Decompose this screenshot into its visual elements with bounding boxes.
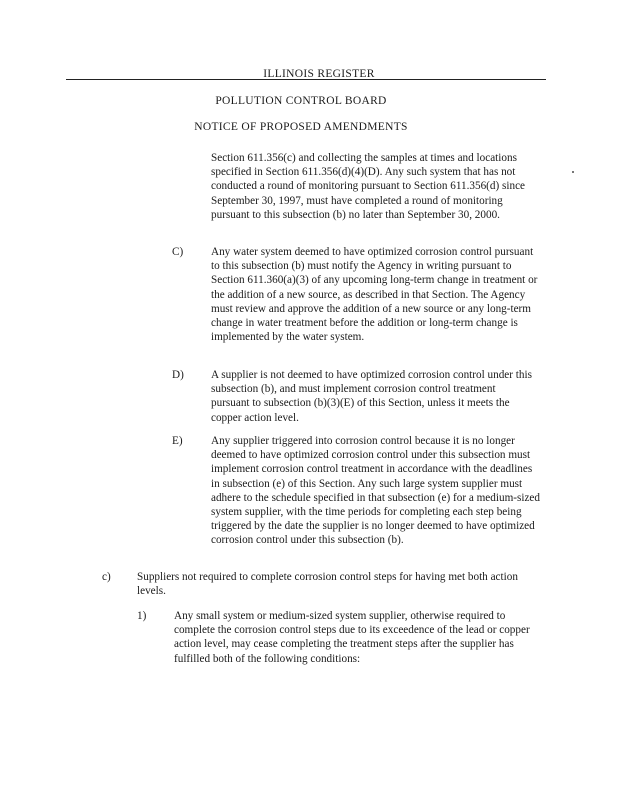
board-title: POLLUTION CONTROL BOARD [215, 95, 387, 107]
notice-title: NOTICE OF PROPOSED AMENDMENTS [194, 121, 408, 133]
item-d-text: A supplier is not deemed to have optimized corrosion control under this subsection (b), and must implement corrosion control treatment pursuant to subsection (b)(3)(E) of this Section, unless it meets the copper action level. [211, 369, 532, 424]
item-c-upper-text: Any water system deemed to have optimized corrosion control pursuant to this subsection (b) must notify the Agency in writing pursuant to Section 611.360(a)(3) of any upcoming long-term change in treatment or the addition of a new source, as described in that Section. The Agency must review and approve the addition of a new source or any long-term change in water treatment before the addition or long-term change is implemented by the water system. [211, 246, 538, 344]
scan-speck [572, 171, 574, 173]
item-1-label: 1) [137, 610, 147, 622]
item-e-label: E) [172, 435, 183, 447]
continuation-paragraph: Section 611.356(c) and collecting the samples at times and locations specified in Section 611.356(d)(4)(D). Any such system that has not conducted a round of monitoring pursuant to Section 611.356(d) since September 30, 1997, must have completed a round of monitoring pursuant to this subsection (b) no later than September 30, 2000. [211, 152, 526, 221]
item-1-text: Any small system or medium-sized system supplier, otherwise required to complete the corrosion control steps due to its exceedence of the lead or copper action level, may cease completing the treatment steps after the supplier has fulfilled both of the following conditions: [174, 610, 530, 665]
register-title: ILLINOIS REGISTER [263, 68, 375, 80]
item-c-upper-label: C) [172, 246, 184, 258]
subsection-c-label: c) [102, 571, 111, 583]
subsection-c-text: Suppliers not required to complete corrosion control steps for having met both action levels. [137, 571, 518, 598]
item-e-text: Any supplier triggered into corrosion control because it is no longer deemed to have optimized corrosion control under this subsection must implement corrosion control treatment in accordance with the deadlines in subsection (e) of this Section. Any such large system supplier must adhere to the schedule specified in that subsection (e) for a medium-sized system supplier, with the time periods for completing each step being triggered by the date the supplier is no longer deemed to have optimized corrosion control under this subsection (b). [211, 435, 540, 547]
item-d-label: D) [172, 369, 184, 381]
